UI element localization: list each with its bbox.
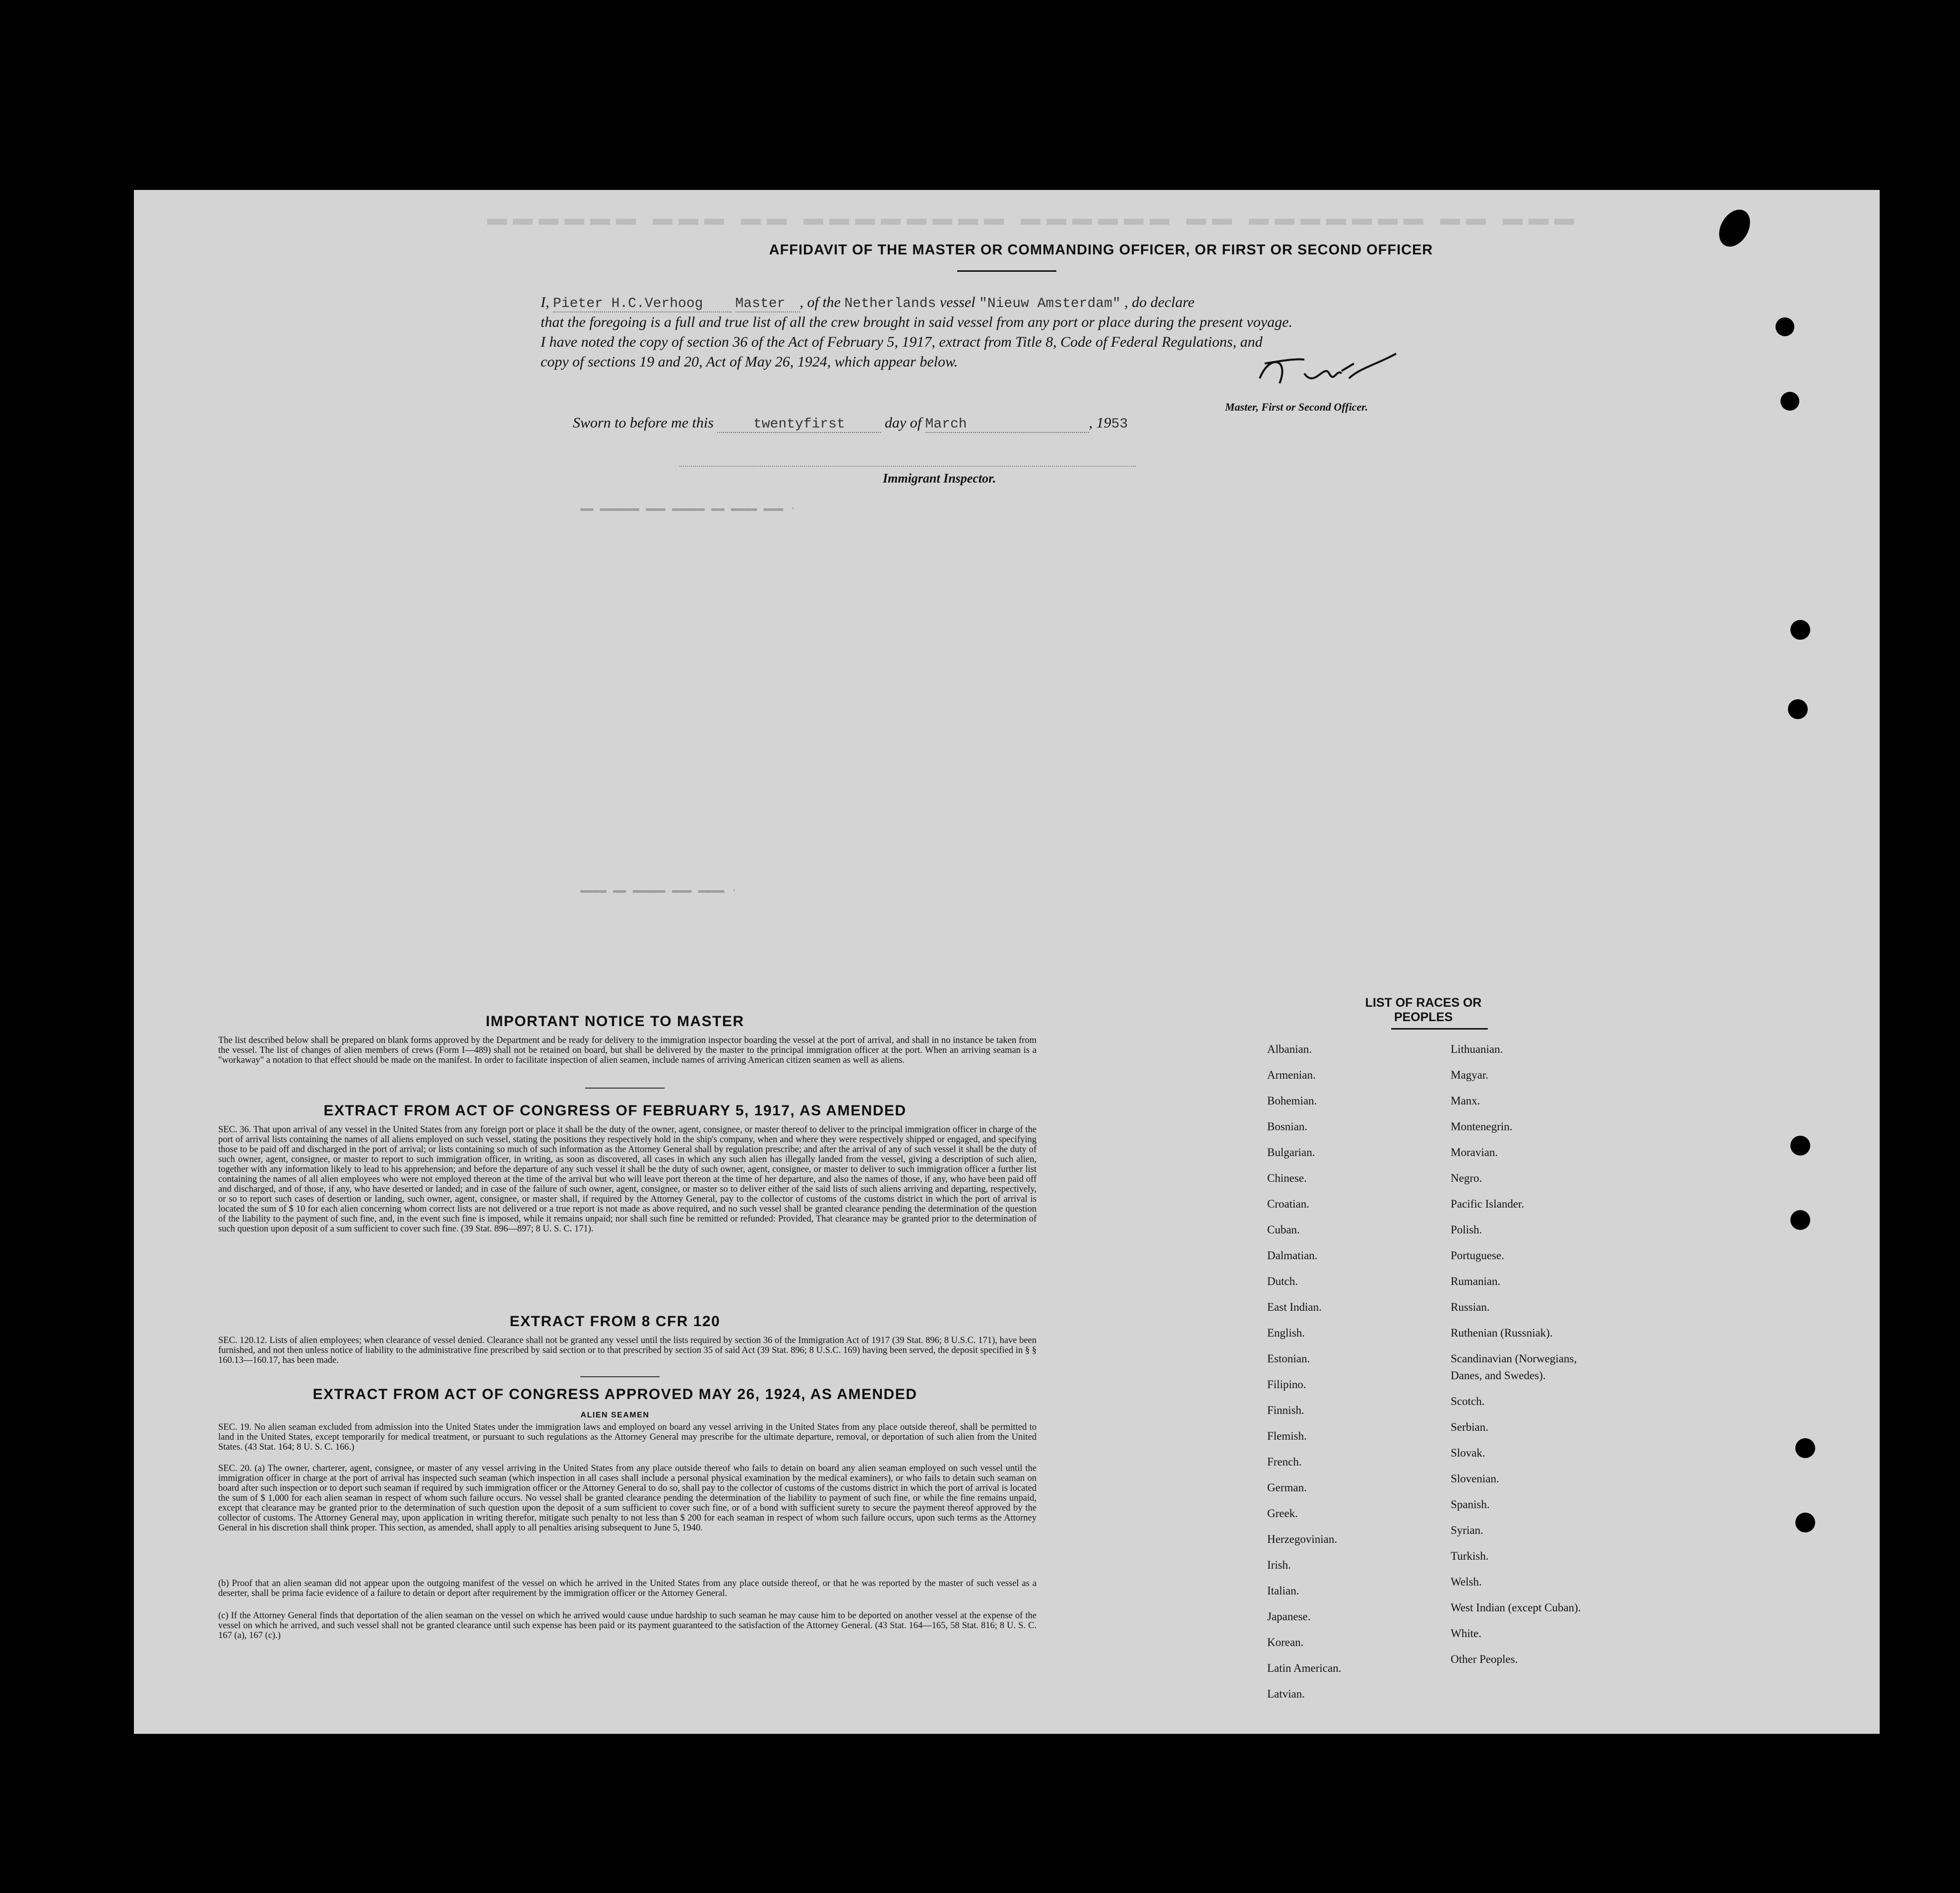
notice-title: IMPORTANT NOTICE TO MASTER [486,1013,744,1030]
races-title: LIST OF RACES OR PEOPLES [1365,996,1482,1024]
race-item: Cuban. [1267,1223,1300,1236]
notice-text: The list described below shall be prepared on blank forms approved by the Department and be ready for delivery to the immigration inspector boarding the vessel at the port of arrival, and shall in no instance be taken from the vessel. The list of changes of alien members of crews (Form I—489) shall not be retained on board, but shall be delivered by the master to the principal immigration officer at the port. When an arriving seaman is a "workaway" a notation to that effect should be made on the manifest. In order to facilitate inspection of alien seamen, include names of arriving American citizen seamen as well as aliens. [218,1036,1037,1065]
vessel-nationality-field: Netherlands [844,296,936,311]
affidavit-declaration-line-2: that the foregoing is a full and true list of all the crew brought in said vessel from any port or place during the present voyage. [541,314,1292,330]
race-item: Finnish. [1267,1404,1304,1416]
notice-rule [585,1088,665,1089]
race-item: Spanish. [1451,1498,1490,1511]
race-item: Pacific Islander. [1451,1198,1525,1210]
affidavit-declaration-line-1 [541,294,1194,312]
race-item: Latin American. [1267,1662,1342,1674]
race-item: Scandinavian (Norwegians, [1451,1352,1577,1365]
extract-1917-text: SEC. 36. That upon arrival of any vessel in the United States from any foreign port or place it shall be the duty of the owner, agent, consignee, or master thereof to deliver to the principal immigration officer in charge of the port of arrival lists containing the names of all aliens employed on such vessel, stating the positions they respectively hold in the ship's company, when and where they were respectively shipped or engaged, and specifying those to be paid off and discharged in the port of arrival; or lists containing so much of such information as the Attorney General shall by regulation prescribe; and after the arrival of any of such vessel it shall be the duty of such owner, agent, consignee, or master to report to such immigration officer, in writing, as soon as discovered, all cases in which any such alien has illegally landed from the vessel, giving a description of such alien, together with any information likely to lead to his apprehension; and before the departure of any such vessel it shall be the duty of such owner, agent, consignee, or master to deliver to such immigration officer a further list containing the names of all alien employees who were not employed thereon at the time of the arrival but who will leave port thereon at the time of her departure, and also the names of those, if any, who have been paid off and discharged, and of those, if any, who have deserted or landed; and in case of the failure of such owner, agent, consignee, or master so to deliver either of the said lists of such aliens arriving and departing, respectively, or so to report such cases of desertion or landing, such owner, agent, consignee, or master shall, if required by the Attorney General, pay to the collector of customs of the customs district in which the port of arrival is located the sum of $ 10 for each alien concerning whom correct lists are not delivered or a true report is not made as above required, and no such vessel shall be granted clearance pending the determination of the question of the liability to the payment of such fine, and, in the event such fine is imposed, while it remains unpaid; nor shall such fine be remitted or refunded: Provided, That clearance may be granted prior to the determination of such question upon deposit of a sum sufficient to cover such fine. (39 Stat. 896—897; 8 U. S. C. 171). [218,1125,1037,1234]
extract-cfr-text: SEC. 120.12. Lists of alien employees; when clearance of vessel denied. Clearance shall not be granted any vessel until the lists required by section 36 of the Immigration Act of 1917 (39 Stat. 896; 8 U.S.C. 171), have been furnished, and not then unless notice of liability to the administrative fine prescribed by said section or to that prescribed by section 35 of said Act (39 Stat. 896; 8 U.S.C. 169) having been served, the deposit specified in § § 160.13—160.17, has been made. [218,1336,1037,1365]
inspector-caption: Immigrant Inspector. [883,471,996,486]
race-item: Dutch. [1267,1275,1298,1287]
sworn-year-prefix: , 19 [1089,415,1111,431]
race-item: Welsh. [1451,1576,1482,1588]
extract-1924-para-4: (c) If the Attorney General finds that deportation of the alien seaman on the vessel on which he arrived would cause undue hardship to such seaman he may cause him to be deported on another vessel at the expense of the vessel on which he arrived, and such vessel shall not be granted clearance until such expense has been paid or its payment guaranteed to the satisfaction of the Attorney General. (43 Stat. 164—165, 58 Stat. 816; 8 U. S. C. 167 (a), 167 (c).) [218,1611,1037,1641]
race-item: Danes, and Swedes). [1451,1369,1546,1382]
race-item: German. [1267,1481,1307,1494]
sworn-day-of: day of [884,415,922,431]
extract-1924-para-1: SEC. 19. No alien seaman excluded from admission into the United States under the immigration laws and employed on board any vessel arriving in the United States from any place outside thereof, shall be permitted to land in the United States, except temporarily for medical treatment, or pursuant to such regulations as the Attorney General may prescribe for the ultimate departure, removal, or deportation of such alien from the United States. (43 Stat. 164; 8 U. S. C. 166.) [218,1422,1037,1452]
bleed-through-row: · ▬▬▬ ▬▬▬▬ ▬▬ ▬▬▬▬▬ ▬▬▬ ▬▬▬▬▬▬ ▬▬ [580,502,796,515]
punch-hole [1790,620,1810,640]
affidavit-line1-end: , do declare [1124,294,1195,310]
affidavit-declaration-line-3: I have noted the copy of section 36 of the Act of February 5, 1917, extract from Title 8, Code of Federal Regulations, and [541,334,1263,350]
extract-1924-title: EXTRACT FROM ACT OF CONGRESS APPROVED MAY 26, 1924, AS AMENDED [312,1386,918,1403]
extract-1924-para-3: (b) Proof that an alien seaman did not appear upon the outgoing manifest of the vessel on which he arrived in the United States from any place outside thereof, or that he was reported by the master of such vessel as a deserter, shall be prima facie evidence of a failure to detain or deport after requirement by the immigration officer or the Attorney General. [218,1579,1037,1598]
inspector-signature-line [679,466,1136,467]
bleed-through-row: · ▬▬▬▬ ▬▬▬ ▬▬▬▬▬ ▬▬ ▬▬▬▬ [580,884,737,897]
race-item: East Indian. [1267,1301,1322,1313]
race-item: Filipino. [1267,1378,1306,1391]
race-item: Flemish. [1267,1430,1307,1442]
race-item: Estonian. [1267,1352,1310,1365]
race-item: Manx. [1451,1095,1480,1107]
document-page [134,190,1880,1734]
race-item: Greek. [1267,1507,1298,1520]
punch-hole [1788,699,1808,719]
master-name-field: Pieter H.C.Verhoog [553,296,732,312]
sworn-year-field: 53 [1111,417,1128,432]
race-item: Albanian. [1267,1043,1312,1055]
race-item: Dalmatian. [1267,1249,1318,1262]
race-item: Moravian. [1451,1146,1498,1159]
race-item: Slovenian. [1451,1472,1499,1485]
affidavit-title: AFFIDAVIT OF THE MASTER OR COMMANDING OFFICER, OR FIRST OR SECOND OFFICER [769,242,1433,258]
race-item: Lithuanian. [1451,1043,1503,1055]
affidavit-line1-vessel-word: vessel [939,294,976,310]
race-item: White. [1451,1627,1481,1640]
extract-1924-para-2: SEC. 20. (a) The owner, charterer, agent, consignee, or master of any vessel arriving in the United States from any place outside thereof who fails to detain on board any alien seaman employed on such vessel until the immigration officer in charge at the port of arrival has inspected such seaman (which inspection in all cases shall include a personal physical examination by the medical examiners), or who fails to detain such seaman on board after such inspection or to deport such seaman if required by such immigration officer or the Attorney General to do so, shall pay to the collector of customs of the customs district in which the port of arrival is located the sum of $ 1,000 for each alien seaman in respect of whom such failure occurs. No vessel shall be granted clearance pending the determination of the liability to payment of such fine, or while the fine remains unpaid, except that clearance may be granted prior to the determination of such question upon the deposit of a sum sufficient to cover such fine, or of a bond with sufficient surety to secure the payment thereof approved by the collector of customs. The Attorney General may, upon application in writing therefor, mitigate such penalty to not less than $ 200 for each seaman in respect of whom such failure occurs, upon such terms as the Attorney General in his discretion shall think proper. This section, as amended, shall apply to all penalties arising subsequent to June 5, 1940. [218,1464,1037,1533]
race-item: Polish. [1451,1223,1482,1236]
race-item: Korean. [1267,1636,1304,1649]
affidavit-line1-prefix: I, [541,294,550,310]
extract-1917-title: EXTRACT FROM ACT OF CONGRESS OF FEBRUARY 5, 1917, AS AMENDED [323,1102,907,1119]
race-item: Slovak. [1451,1447,1485,1459]
affidavit-line1-mid: , of the [799,294,841,310]
extract-1924-subtitle: ALIEN SEAMEN [580,1411,650,1419]
race-item: Italian. [1267,1585,1299,1597]
race-item: Rumanian. [1451,1275,1501,1287]
races-title-rule [1391,1028,1488,1030]
race-item: Russian. [1451,1301,1490,1313]
sworn-day-field: twentyfirst [717,417,881,433]
cfr-rule [580,1376,660,1377]
race-item: Syrian. [1451,1524,1483,1536]
race-item: Other Peoples. [1451,1653,1518,1665]
race-item: West Indian (except Cuban). [1451,1601,1581,1614]
race-item: French. [1267,1456,1302,1468]
punch-hole [1776,317,1794,336]
race-item: Bosnian. [1267,1120,1308,1133]
sworn-prefix: Sworn to before me this [573,415,714,431]
affidavit-declaration-line-4: copy of sections 19 and 20, Act of May 26, 1924, which appear below. [541,354,958,370]
race-item: Ruthenian (Russniak). [1451,1327,1553,1339]
race-item: Bulgarian. [1267,1146,1315,1159]
race-item: Latvian. [1267,1688,1305,1700]
race-item: Japanese. [1267,1610,1311,1623]
punch-hole [1790,1136,1810,1156]
race-item: Armenian. [1267,1069,1316,1081]
race-item: Bohemian. [1267,1095,1317,1107]
race-item: English. [1267,1327,1305,1339]
race-item: Scotch. [1451,1395,1485,1407]
sworn-month-field: March [925,417,1089,433]
race-item: Croatian. [1267,1198,1309,1210]
master-signature [1250,344,1399,403]
signature-caption: Master, First or Second Officer. [1225,401,1368,413]
race-item: Negro. [1451,1172,1482,1184]
punch-hole [1795,1513,1815,1532]
punch-hole [1780,392,1799,411]
vessel-name-field: "Nieuw Amsterdam" [979,296,1121,311]
race-item: Herzegovinian. [1267,1533,1338,1545]
punch-hole [1790,1210,1810,1230]
race-item: Irish. [1267,1559,1291,1571]
affidavit-title-rule [957,270,1056,272]
race-item: Serbian. [1451,1421,1489,1433]
race-item: Montenegrin. [1451,1120,1513,1133]
punch-hole [1795,1438,1815,1458]
race-item: Turkish. [1451,1550,1489,1562]
rank-field: Master [735,296,800,312]
extract-cfr-title: EXTRACT FROM 8 CFR 120 [509,1313,721,1330]
race-item: Portuguese. [1451,1249,1504,1262]
sworn-line [573,415,1128,433]
race-item: Chinese. [1267,1172,1307,1184]
bleed-through-heading: ▬▬▬ ▬▬ ▬▬▬▬▬▬▬ ▬▬ ▬▬▬▬▬▬ ▬▬▬▬▬▬▬▬ ▬▬ ▬▬▬ ▬▬▬▬▬▬ [481,214,1574,237]
race-item: Magyar. [1451,1069,1489,1081]
